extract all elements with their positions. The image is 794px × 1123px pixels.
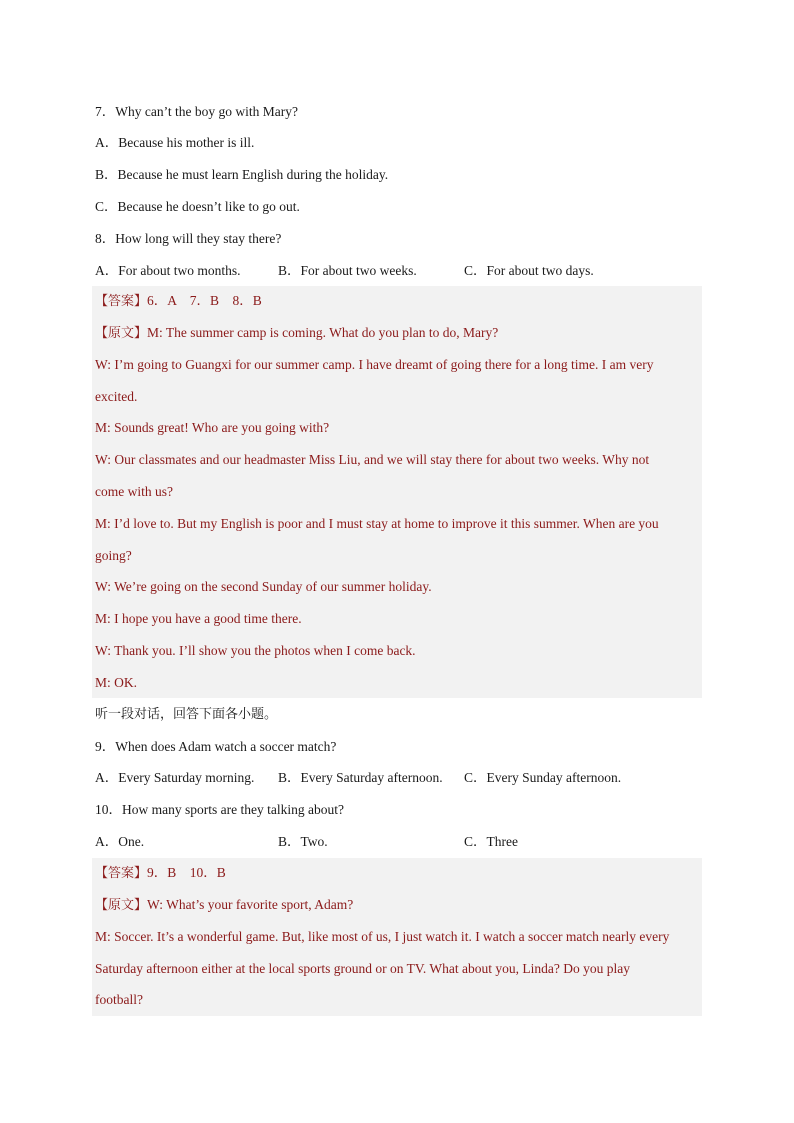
listening-instruction: 听一段对话，回答下面各小题。 — [95, 707, 278, 722]
question-10-option-c: C．Three — [464, 834, 518, 849]
script-line-2-0 — [95, 890, 700, 920]
script-line-1-11: M: OK. — [95, 675, 138, 690]
question-8-option-a: A．For about two months. — [95, 263, 241, 278]
question-9-options — [95, 763, 700, 793]
question-10-option-a: A．One. — [95, 834, 145, 849]
question-10-options — [95, 827, 700, 857]
script-line-1-6: M: I’d love to. But my English is poor and I must stay at home to improve it this summer. When are you — [95, 516, 659, 531]
script-line-2-3: football? — [95, 992, 143, 1007]
answer-tag-1: 【答案】 — [95, 294, 148, 309]
script-line-1-5: come with us? — [95, 484, 173, 499]
question-7-option-b: B．Because he must learn English during the holiday. — [95, 167, 389, 182]
question-8-option-c: C．For about two days. — [464, 263, 594, 278]
script-line-1-9: M: I hope you have a good time there. — [95, 611, 302, 626]
script-tag-2: 【原文】 — [95, 898, 148, 913]
script-line-1-4: W: Our classmates and our headmaster Miss Liu, and we will stay there for about two weeks. Why not — [95, 452, 650, 467]
script-text: M: The summer camp is coming. What do you plan to do, Mary? — [147, 325, 499, 340]
question-10-option-b: B．Two. — [278, 834, 328, 849]
question-8-option-b: B．For about two weeks. — [278, 263, 417, 278]
answer-line-1 — [95, 286, 700, 316]
script-line-1-0 — [95, 318, 700, 348]
answer-line-2 — [95, 858, 700, 888]
script-line-1-3: M: Sounds great! Who are you going with? — [95, 420, 330, 435]
question-9-option-c: C．Every Sunday afternoon. — [464, 770, 622, 785]
question-7-option-c: C．Because he doesn’t like to go out. — [95, 199, 300, 214]
script-tag-1: 【原文】 — [95, 326, 148, 341]
question-7-option-a: A．Because his mother is ill. — [95, 135, 255, 150]
script-line-2-2: Saturday afternoon either at the local sports ground or on TV. What about you, Linda? Do you play — [95, 961, 631, 976]
script-line-1-7: going? — [95, 548, 132, 563]
answer-text-1: 6．A 7．B 8．B — [147, 293, 262, 308]
question-8: 8．How long will they stay there? — [95, 231, 282, 246]
script-line-1-2: excited. — [95, 389, 138, 404]
script-line-1-1: W: I’m going to Guangxi for our summer camp. I have dreamt of going there for a long time. I am very — [95, 357, 654, 372]
question-10: 10．How many sports are they talking about? — [95, 802, 344, 817]
answer-text-2: 9．B 10．B — [147, 865, 226, 880]
question-9-option-b: B．Every Saturday afternoon. — [278, 770, 443, 785]
script-text: W: What’s your favorite sport, Adam? — [147, 897, 354, 912]
script-line-1-10: W: Thank you. I’ll show you the photos when I come back. — [95, 643, 416, 658]
script-line-1-8: W: We’re going on the second Sunday of our summer holiday. — [95, 579, 432, 594]
answer-tag-2: 【答案】 — [95, 866, 148, 881]
question-9: 9．When does Adam watch a soccer match? — [95, 739, 337, 754]
question-8-options — [95, 256, 700, 286]
question-9-option-a: A．Every Saturday morning. — [95, 770, 255, 785]
script-line-2-1: M: Soccer. It’s a wonderful game. But, like most of us, I just watch it. I watch a soccer match nearly every — [95, 929, 670, 944]
question-7: 7．Why can’t the boy go with Mary? — [95, 104, 298, 119]
